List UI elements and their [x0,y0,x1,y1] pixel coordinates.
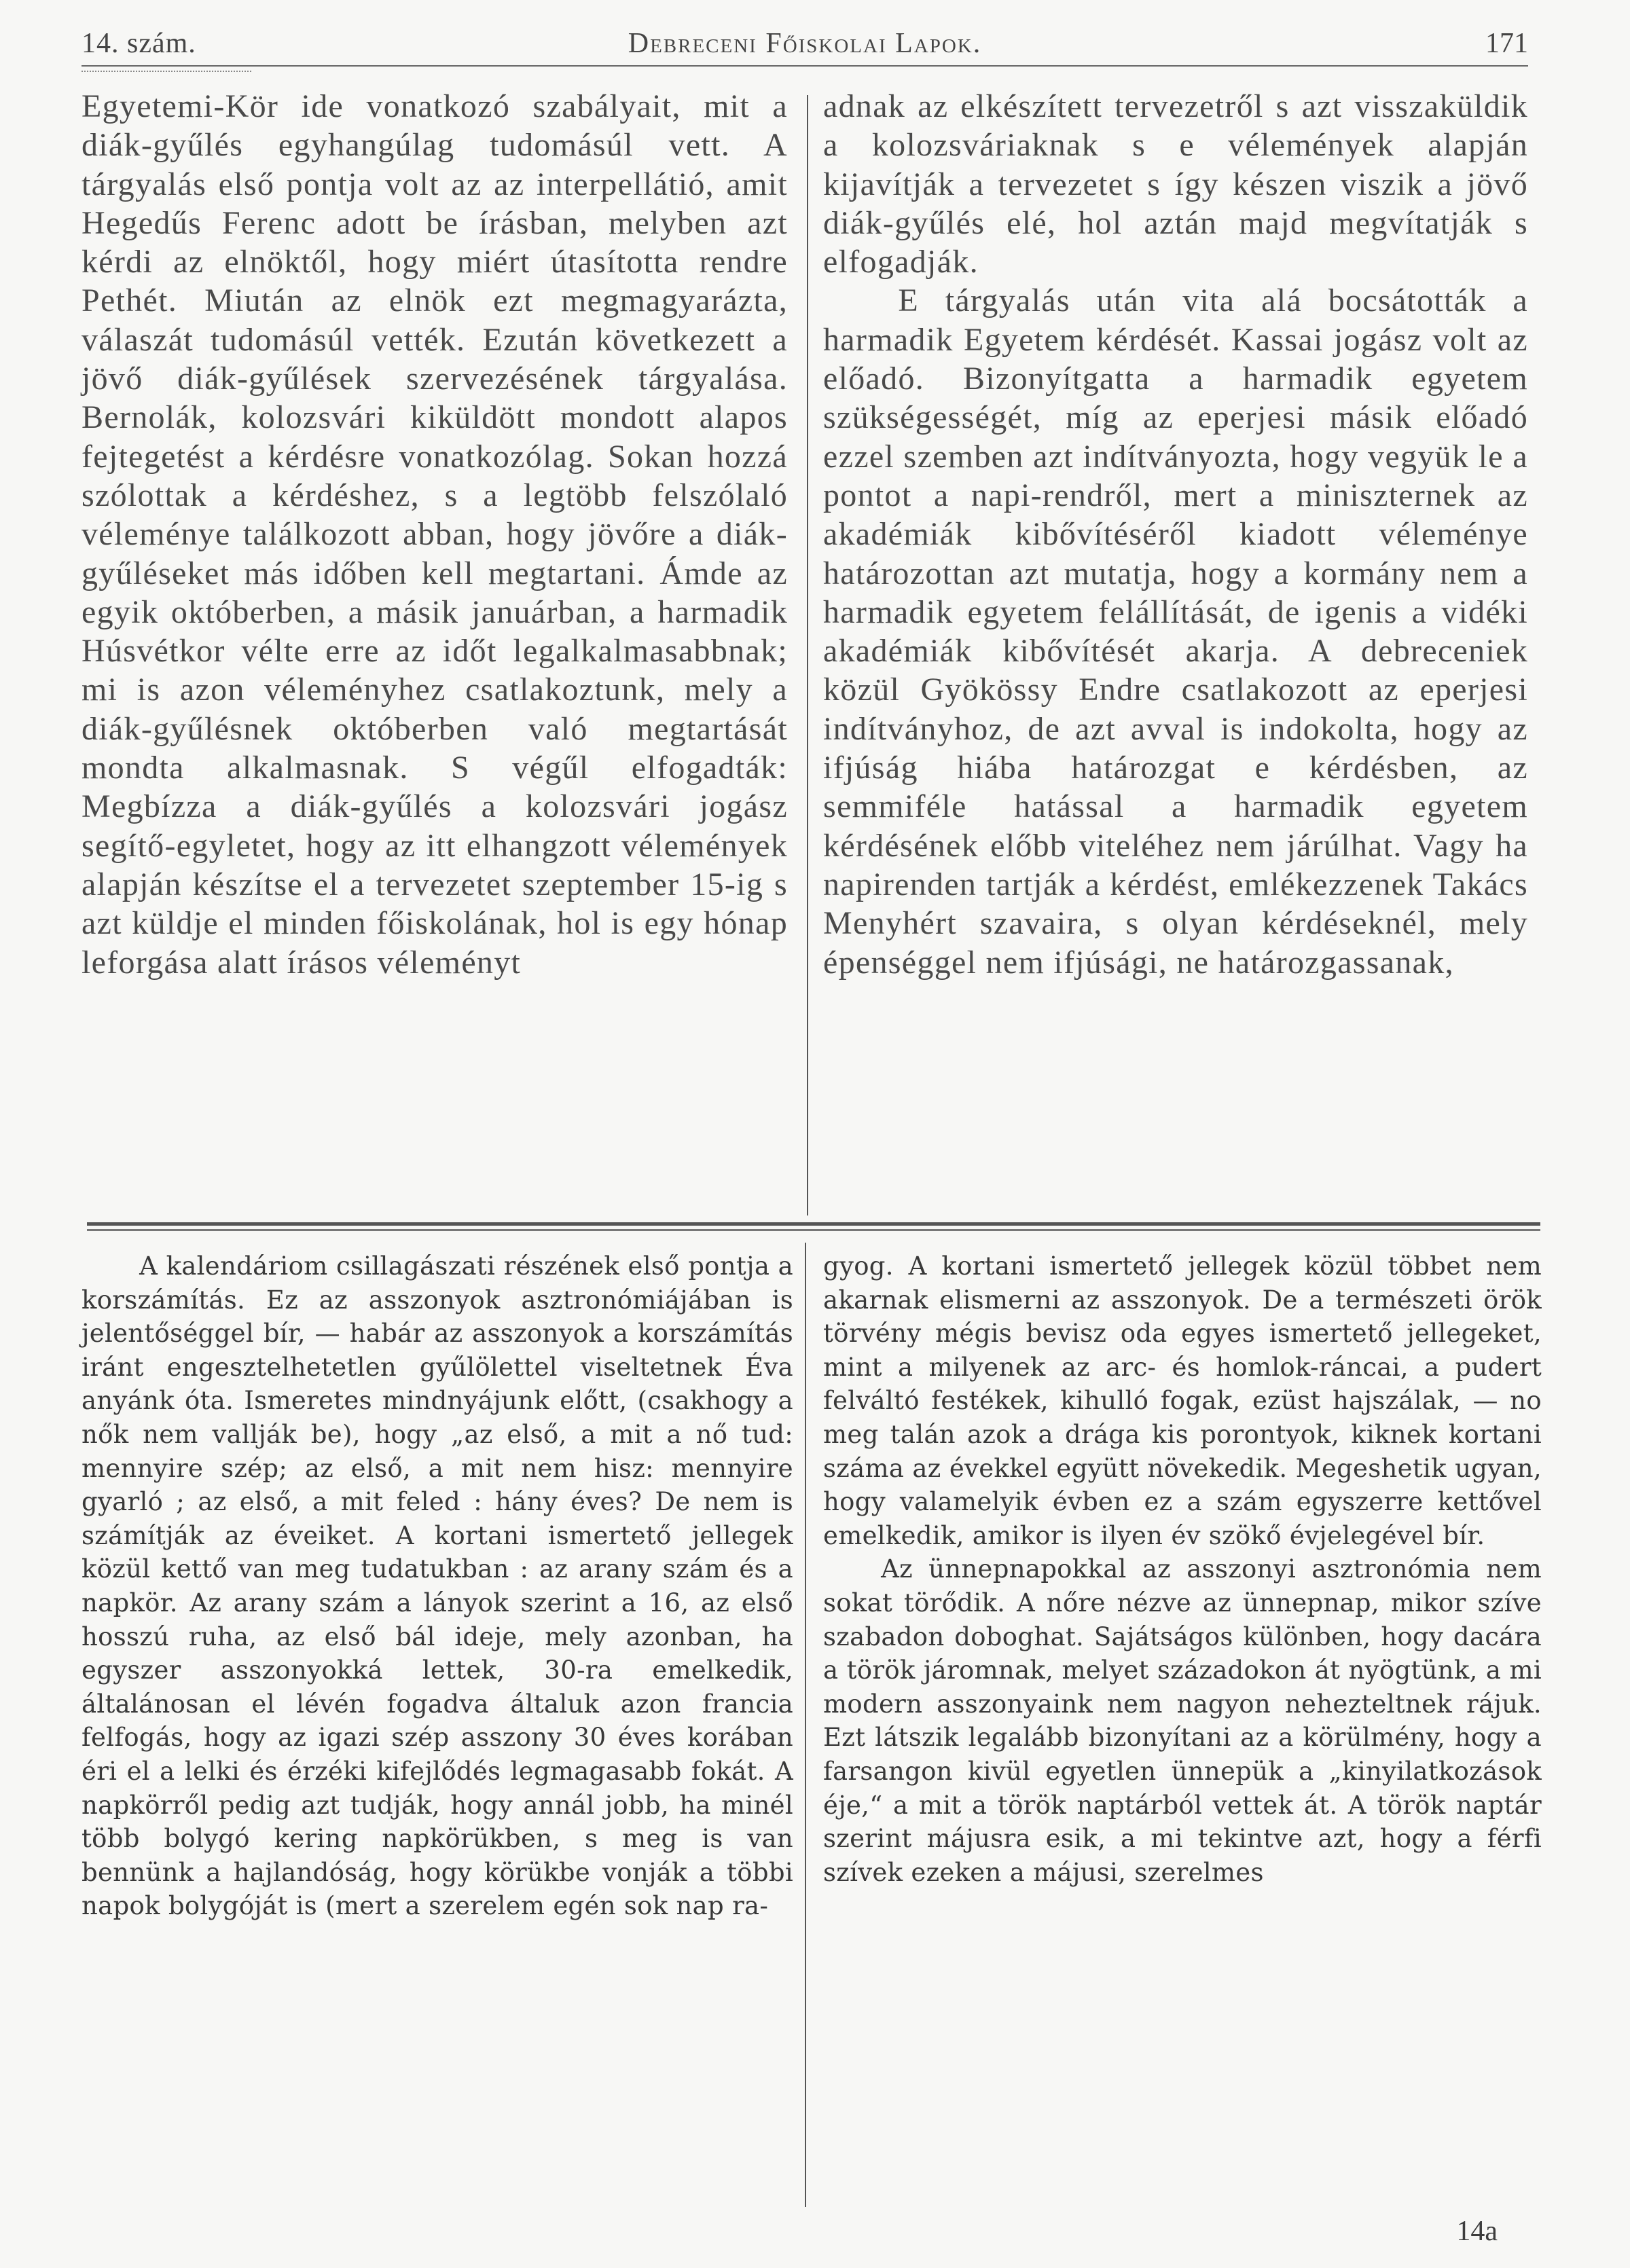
section-separator-thick [87,1222,1540,1226]
upper-right-paragraph-2: E tárgyalás után vita alá bocsátották a harmadik Egyetem kérdését. Kassai jogász volt az előadó. Bizonyítgatta a harmadik egyetem szükségességét, míg az eperjesi másik előadó ezzel szemben azt indítványozta, hogy vegyük le a pontot a napi-rendről, mert a miniszternek az akadémiák kibővítéséről kiadott véleménye határozottan azt mutatja, hogy a kormány nem a harmadik egyetem felállítását, de igenis a vidéki akadémiák kibővítését akarja. A debreceniek közül Gyökössy Endre csatlakozott az eperjesi indítványhoz, de azt avval is indokolta, hogy az ifjúság hiába határozgat e kérdésben, az semmiféle hatással a harmadik egyetem kérdésének előbb viteléhez nem járúlhat. Vagy ha napirenden tartják a kérdést, emlékezzenek Takács Menyhért szavaira, s olyan kérdéseknél, mely épenséggel nem ifjúsági, ne határozgassanak, [823,282,1528,981]
journal-title: Debreceni Főiskolai Lapok. [628,28,982,59]
upper-column-divider [807,95,808,1215]
upper-right-paragraph-1: adnak az elkészített tervezetről s azt visszaküldik a kolozsváriaknak s e vélemények alapján kijavítják a tervezetet s így készen viszik a jövő diák-gyűlés elé, hol aztán majd megvítatják s elfogadják. [823,88,1528,280]
lower-column-divider [805,1243,806,2207]
section-separator-thin [87,1229,1540,1231]
lower-right-paragraph-2: Az ünnepnapokkal az asszonyi asztronómia nem sokat törődik. A nőre nézve az ünnepnap, mikor szíve szabadon doboghat. Sajátságos különben, hogy dacára a török járomnak, melyet századokon át nyögtünk, a mi modern asszonyaink nem nagyon nehezteltnek rájuk. Ezt látszik legalább bizonyítani az a körülmény, hogy a farsangon kivül egyetlen ünnepük a „kinyilatkozások éje,“ a mit a török naptárból vettek át. A török naptár szerint májusra esik, a mi tekintve azt, hogy a férfi szívek ezeken a májusi, szerelmes [823,1554,1542,1887]
lower-left-column: A kalendáriom csillagászati részének első pontja a korszámítás. Ez az asszonyok asztronómiájában is jelentőséggel bír, — habár az asszonyok a korszámítás iránt engesztelhetetlen gyűlölettel viseltetnek Éva anyánk óta. Ismeretes mindnyájunk előtt, (csakhogy a nők nem vallják be), hogy „az első, a mit a nő tud: mennyire szép; az első, a mit nem hisz: mennyire gyarló ; az első, a mit feled : hány éves? De nem is számítják az éveiket. A kortani ismertető jellegek közül kettő van meg tudatukban : az arany szám és a napkör. Az arany szám a lányok szerint a 16, az első hosszú ruha, az első bál ideje, mely azonban, ha egyszer asszonyokká lettek, 30-ra emelkedik, általánosan el lévén fogadva általuk azon francia felfogás, hogy az igazi szép asszony 30 éves korában éri el a lelki és érzéki kifejlődés legmagasabb fokát. A napkörről pedig azt tudják, hogy annál jobb, ha minél több bolygó kering napkörükben, s meg is van bennünk a hajlandóság, hogy körükbe vonják a többi napok bolygóját is (mert a szerelem egén sok nap ra- [82,1251,793,1921]
lower-right-column [823,1249,1542,1889]
header-dotted-rule [82,71,251,72]
printer-signature: 14a [1456,2216,1498,2247]
upper-right-column [823,87,1528,982]
issue-number: 14. szám. [82,28,196,59]
lower-right-paragraph-1: gyog. A kortani ismertető jellegek közül többet nem akarnak elismerni az asszonyok. De a természeti örök törvény mégis bevisz oda egyes ismertető jellegeket, mint a milyenek az arc- és homlok-ráncai, a pudert felváltó festékek, kihulló fogak, ezüst hajszálak, — no meg talán azok a drága kis porontyok, kiknek kortani száma az évekkel együtt növekedik. Megeshetik ugyan, hogy valamelyik évben ez a szám egyszerre kettővel emelkedik, amikor is ilyen év szökő évjelegével bír. [823,1251,1542,1550]
upper-left-column: Egyetemi-Kör ide vonatkozó szabályait, mit a diák-gyűlés egyhangúlag tudomásúl vett. A tárgyalás első pontja volt az az interpellátió, amit Hegedűs Ferenc adott be írásban, melyben azt kérdi az elnöktől, hogy miért útasította rendre Pethét. Miután az elnök ezt megmagyarázta, válaszát tudomásúl vették. Ezután következett a jövő diák-gyűlések szervezésének tárgyalása. Bernolák, kolozsvári kiküldött mondott alapos fejtegetést a kérdésre vonatkozólag. Sokan hozzá szólottak a kérdéshez, s a legtöbb felszólaló véleménye találkozott abban, hogy jövőre a diák-gyűléseket más időben kell megtartani. Ámde az egyik októberben, a másik januárban, a harmadik Húsvétkor vélte erre az időt legalkalmasabbnak; mi is azon véleményhez csatlakoztunk, mely a diák-gyűlésnek októberben való megtartását mondta alkalmasnak. S végűl elfogadták: Megbízza a diák-gyűlés a kolozsvári jogász segítő-egyletet, hogy az itt elhangzott vélemények alapján készítse el a tervezetet szeptember 15-ig s azt küldje el minden főiskolának, hol is egy hónap leforgása alatt írásos véleményt [82,88,788,981]
page-number: 171 [1485,28,1528,59]
page-header [82,27,1528,65]
header-rule [82,65,1528,67]
